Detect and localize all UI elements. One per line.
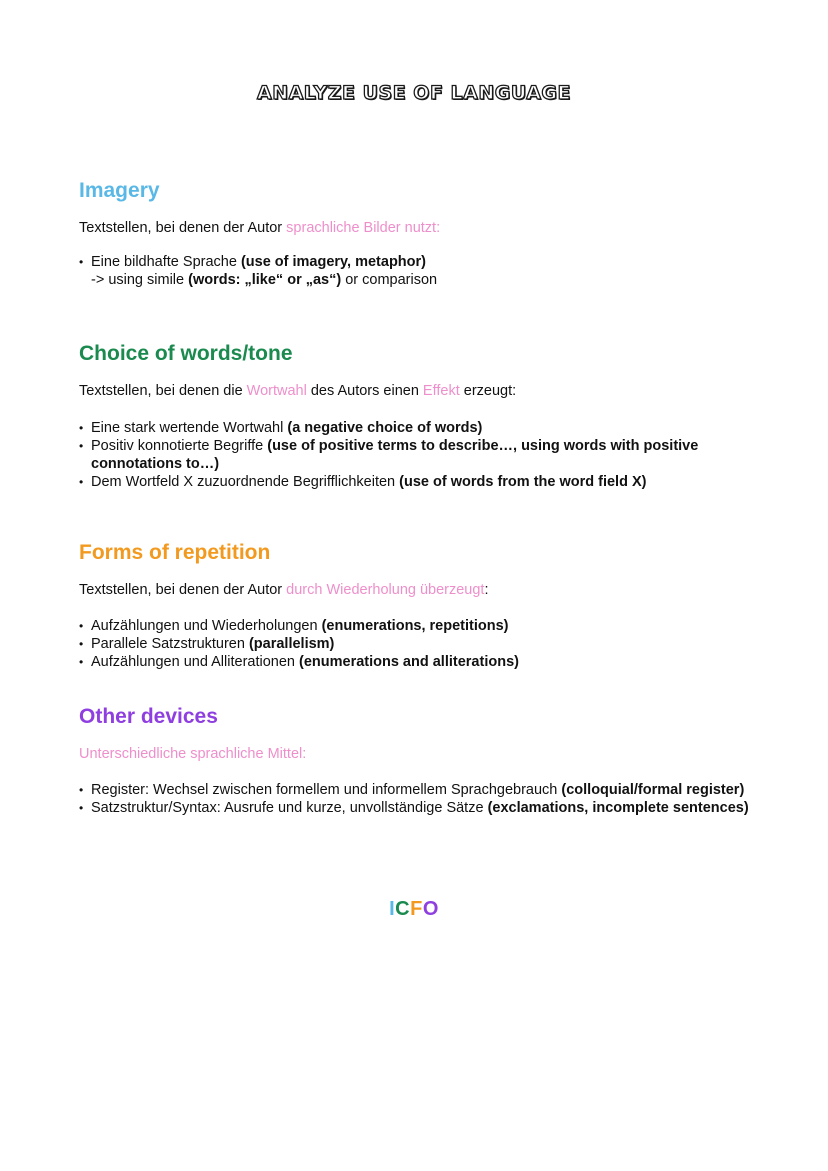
- intro-choice: [79, 382, 759, 400]
- list-item: [79, 473, 759, 491]
- heading-imagery: Imagery: [79, 179, 160, 202]
- item-text: Satzstruktur/Syntax: Ausrufe und kurze, unvollständige Sätze: [91, 800, 488, 816]
- intro-highlight: durch Wiederholung überzeugt: [286, 582, 485, 598]
- list-item: [79, 437, 759, 473]
- item-text: Aufzählungen und Wiederholungen: [91, 618, 322, 634]
- list-item: [79, 253, 759, 289]
- item-text: or comparison: [341, 272, 438, 288]
- list-repetition: [79, 617, 759, 671]
- list-item: [79, 799, 759, 817]
- section-choice: [79, 341, 759, 491]
- item-bold: (enumerations, repetitions): [321, 618, 509, 634]
- icfo-logo: [0, 898, 828, 921]
- list-choice: [79, 419, 759, 491]
- item-bold: (colloquial/formal register): [561, 782, 745, 798]
- item-bold: (use of imagery, metaphor): [240, 254, 426, 270]
- item-text: Positiv konnotierte Begriffe: [91, 438, 268, 454]
- item-text: Parallele Satzstrukturen: [91, 636, 249, 652]
- item-text: Eine bildhafte Sprache: [91, 254, 241, 270]
- logo-letter: I: [389, 898, 396, 920]
- page-title: ANALYZE USE OF LANGUAGE: [257, 82, 571, 104]
- intro-text: Textstellen, bei denen der Autor: [79, 582, 287, 598]
- intro-text: Textstellen, bei denen die: [79, 383, 247, 399]
- item-bold: (exclamations, incomplete sentences): [487, 800, 749, 816]
- section-imagery: [79, 178, 759, 289]
- item-bold: (words: „like“ or „as“): [188, 272, 342, 288]
- intro-imagery: [79, 219, 759, 237]
- intro-highlight: Wortwahl: [246, 383, 307, 399]
- intro-text: des Autors einen: [306, 383, 423, 399]
- intro-text: :: [484, 582, 489, 598]
- logo-letter: F: [410, 898, 423, 920]
- section-repetition: [79, 540, 759, 671]
- intro-repetition: [79, 581, 759, 599]
- item-text: Eine stark wertende Wortwahl: [91, 420, 288, 436]
- list-item: [79, 653, 759, 671]
- section-other: [79, 704, 759, 817]
- heading-other: Other devices: [79, 705, 218, 728]
- intro-highlight: sprachliche Bilder nutzt:: [286, 220, 441, 236]
- logo-letter: O: [422, 898, 439, 920]
- item-bold: (use of words from the word field X): [399, 474, 647, 490]
- item-text: Dem Wortfeld X zuzuordnende Begrifflichkeiten: [91, 474, 400, 490]
- list-other: [79, 781, 759, 817]
- item-bold: (parallelism): [248, 636, 335, 652]
- intro-text: erzeugt:: [459, 383, 517, 399]
- list-item: [79, 635, 759, 653]
- item-text: Register: Wechsel zwischen formellem und informellem Sprachgebrauch: [91, 782, 562, 798]
- list-imagery: [79, 253, 759, 289]
- intro-highlight: Effekt: [422, 383, 460, 399]
- intro-other: [79, 745, 759, 763]
- intro-highlight: Unterschiedliche sprachliche Mittel:: [79, 746, 307, 762]
- heading-repetition: Forms of repetition: [79, 541, 271, 564]
- item-bold: (enumerations and alliterations): [299, 654, 519, 670]
- item-bold: (use of positive terms to describe…, using words with positive connotations to…): [91, 438, 699, 472]
- intro-text: Textstellen, bei denen der Autor: [79, 220, 287, 236]
- logo-letter: C: [395, 898, 411, 920]
- item-text: -> using simile: [91, 272, 189, 288]
- heading-choice: Choice of words/tone: [79, 342, 293, 365]
- item-bold: (a negative choice of words): [287, 420, 483, 436]
- list-item: [79, 781, 759, 799]
- list-item: [79, 617, 759, 635]
- item-text: Aufzählungen und Alliterationen: [91, 654, 299, 670]
- list-item: [79, 419, 759, 437]
